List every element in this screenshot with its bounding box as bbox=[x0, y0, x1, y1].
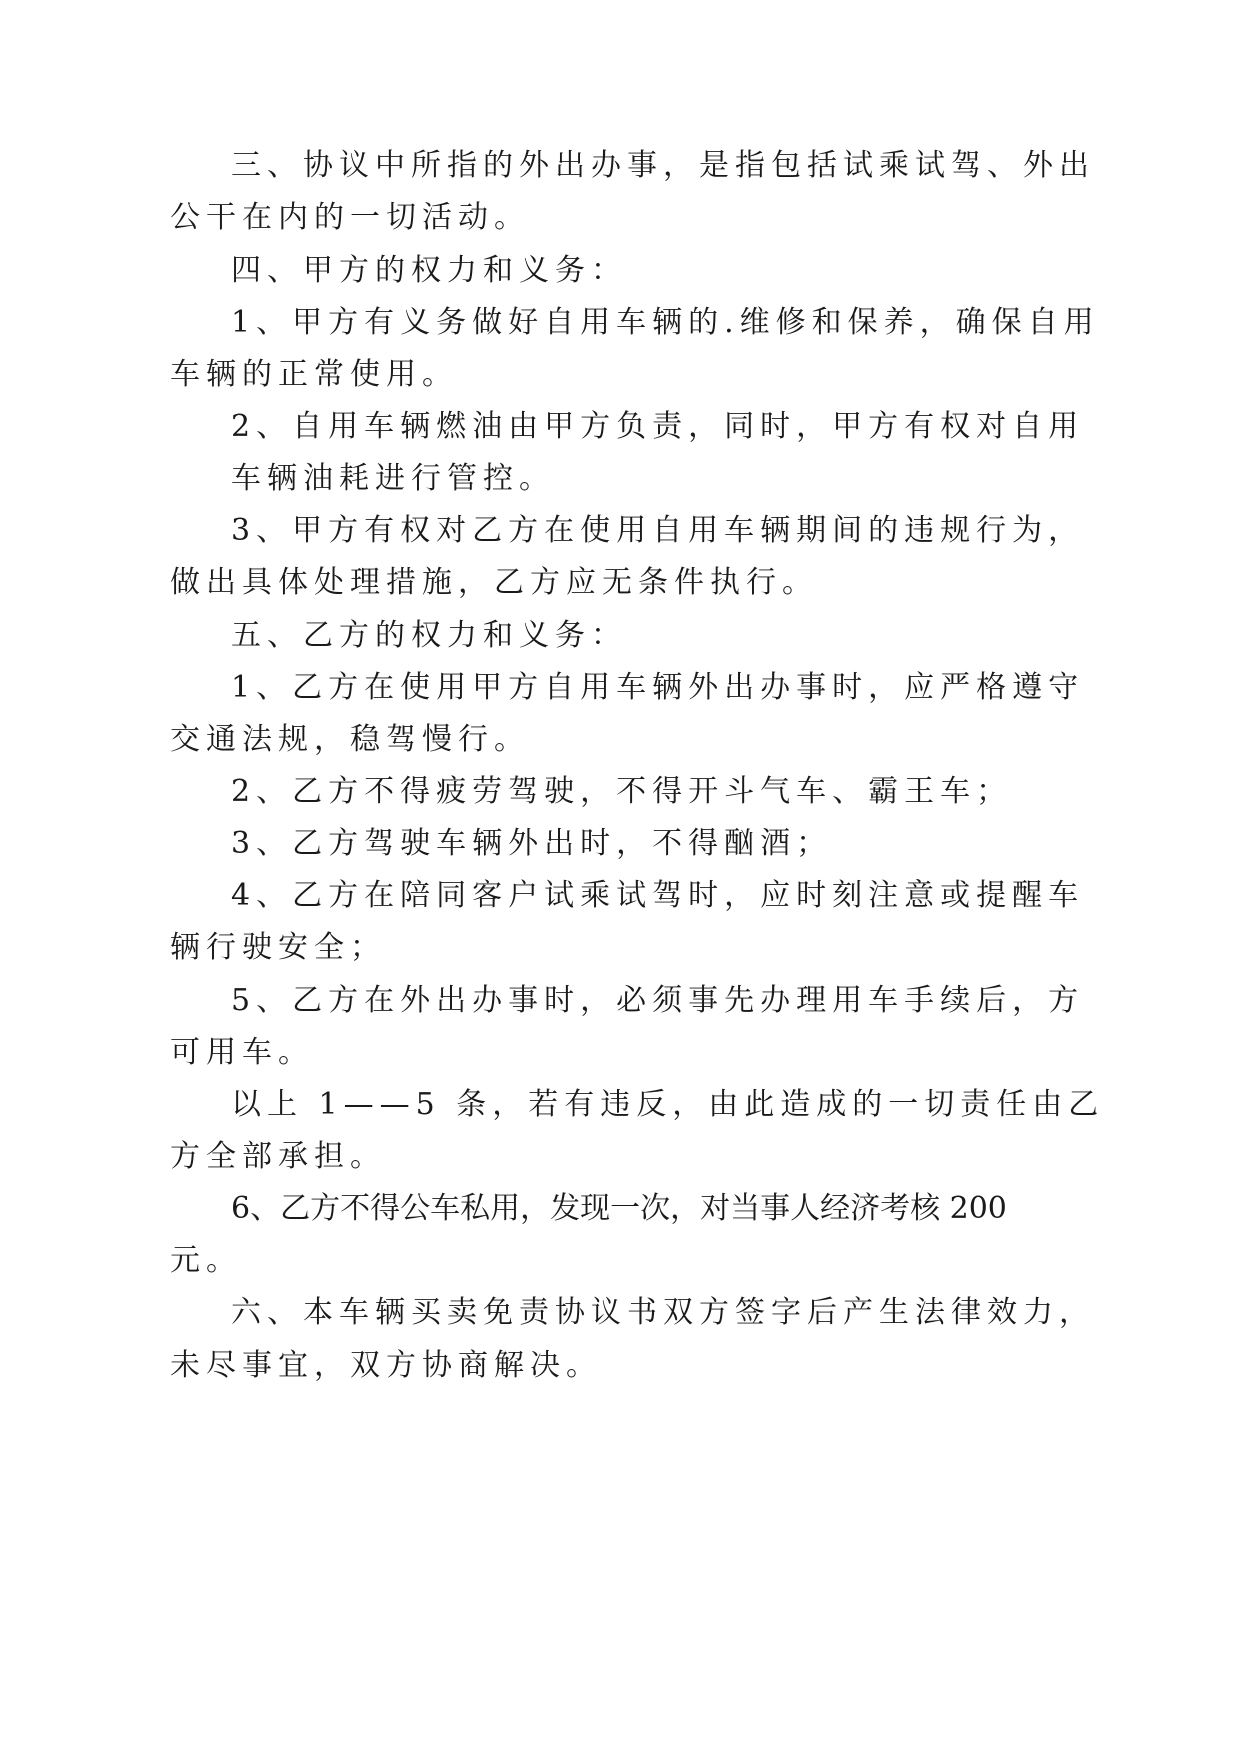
clause-5-item-5-line-1: 5、乙方在外出办事时，必须事先办理用车手续后，方 bbox=[231, 983, 1085, 1018]
clause-6-line-2: 未尽事宜，双方协商解决。 bbox=[170, 1348, 602, 1383]
clause-4-item-1-line-1: 1、甲方有义务做好自用车辆的.维修和保养，确保自用 bbox=[231, 305, 1100, 340]
clause-5-item-3: 3、乙方驾驶车辆外出时，不得酗酒； bbox=[231, 826, 833, 861]
clause-5-item-6-line-1: 6、乙方不得公车私用，发现一次，对当事人经济考核 200 bbox=[231, 1191, 1007, 1226]
clause-4-item-2-line-2: 车辆油耗进行管控。 bbox=[231, 461, 555, 496]
clause-4-item-3-line-2: 做出具体处理措施，乙方应无条件执行。 bbox=[170, 565, 818, 600]
clause-5-summary-line-1: 以上 1——5 条，若有违反，由此造成的一切责任由乙 bbox=[231, 1087, 1105, 1122]
clause-5-item-2: 2、乙方不得疲劳驾驶，不得开斗气车、霸王车； bbox=[231, 774, 1013, 809]
clause-6-line-1: 六、本车辆买卖免责协议书双方签字后产生法律效力， bbox=[231, 1295, 1095, 1330]
clause-4-item-3-line-1: 3、甲方有权对乙方在使用自用车辆期间的违规行为， bbox=[231, 513, 1085, 548]
clause-3-line-1: 三、协议中所指的外出办事，是指包括试乘试驾、外出 bbox=[231, 148, 1095, 183]
clause-5-item-6-line-2: 元。 bbox=[170, 1243, 242, 1278]
clause-5-item-1-line-2: 交通法规，稳驾慢行。 bbox=[170, 722, 530, 757]
clause-4-item-1-line-2: 车辆的正常使用。 bbox=[170, 357, 458, 392]
clause-5-heading: 五、乙方的权力和义务： bbox=[231, 618, 627, 653]
clause-5-item-5-line-2: 可用车。 bbox=[170, 1035, 314, 1070]
clause-5-summary-line-2: 方全部承担。 bbox=[170, 1139, 386, 1174]
clause-5-item-4-line-2: 辆行驶安全； bbox=[170, 930, 386, 965]
clause-5-item-1-line-1: 1、乙方在使用甲方自用车辆外出办事时，应严格遵守 bbox=[231, 670, 1085, 705]
clause-5-item-4-line-1: 4、乙方在陪同客户试乘试驾时，应时刻注意或提醒车 bbox=[231, 878, 1085, 913]
clause-4-item-2-line-1: 2、自用车辆燃油由甲方负责，同时，甲方有权对自用 bbox=[231, 409, 1085, 444]
clause-3-line-2: 公干在内的一切活动。 bbox=[170, 200, 530, 235]
clause-4-heading: 四、甲方的权力和义务： bbox=[231, 253, 627, 288]
